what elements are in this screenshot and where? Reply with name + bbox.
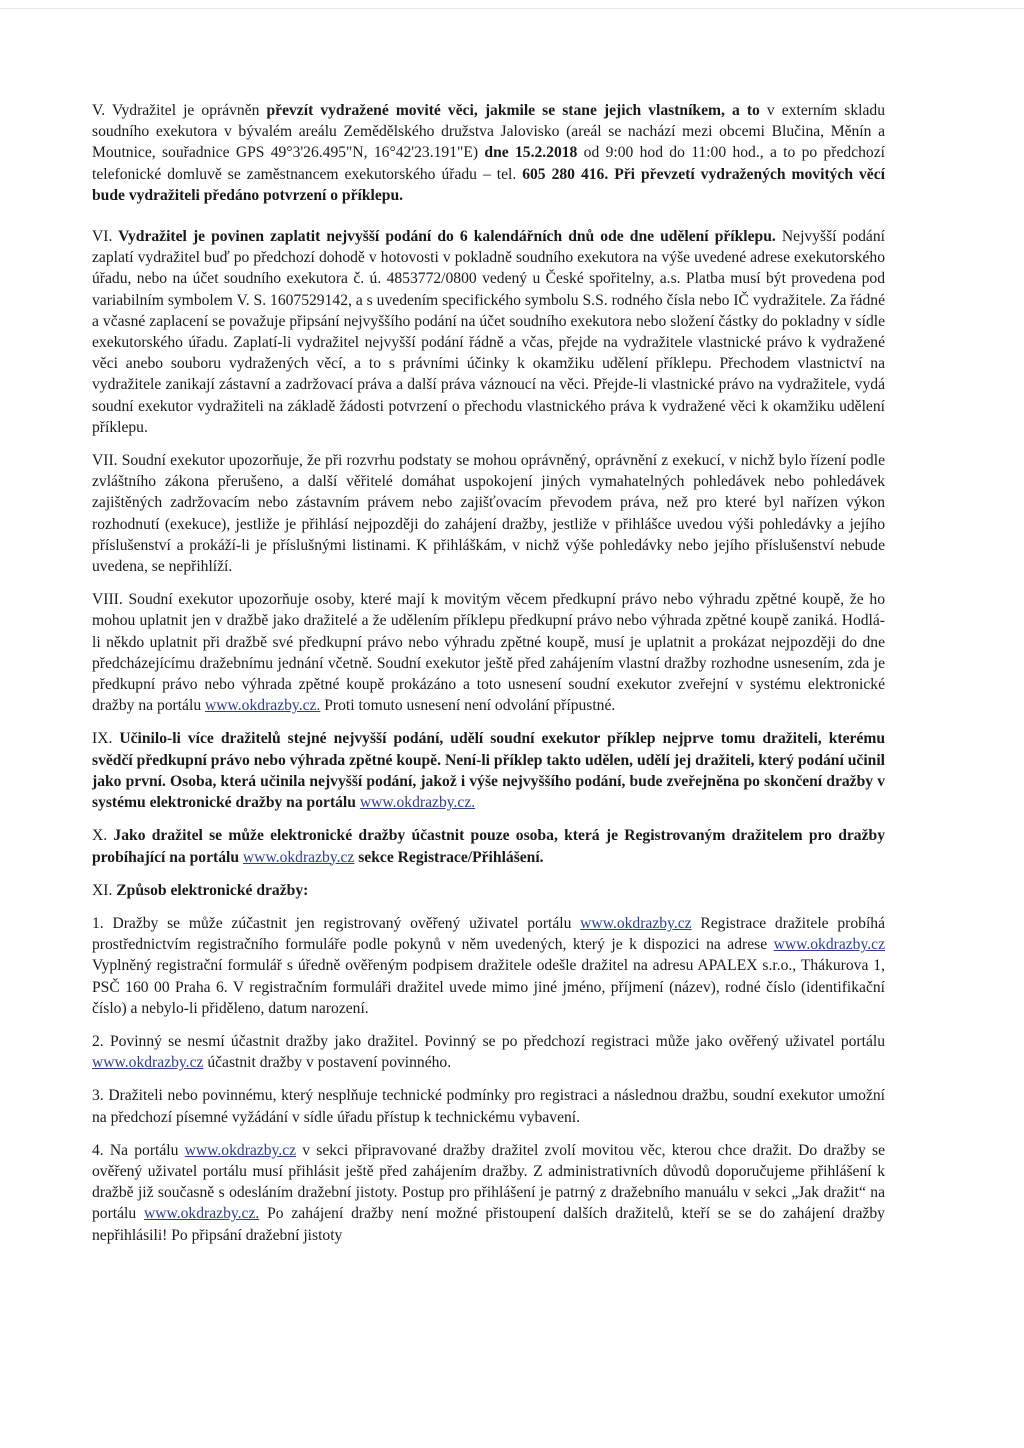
portal-link[interactable]: www.okdrazby.cz.: [359, 794, 476, 812]
bold-text: 605 280 416. Při převzetí vydražených movitých věcí bude vydražiteli předáno potvrzení o příklepu.: [92, 165, 885, 204]
bold-text: Vydražitel je povinen zaplatit nejvyšší podání do 6 kalendářních dnů ode dne udělení příklepu.: [112, 228, 776, 246]
text: 2. Povinný se nesmí účastnit dražby jako dražitel. Povinný se po předchozí registraci může jako ověřený uživatel portálu: [92, 1032, 885, 1050]
scan-edge-line: [0, 8, 1024, 9]
section-number: IX.: [92, 730, 113, 748]
text: Soudní exekutor upozorňuje, že při rozvrhu podstaty se mohou oprávněný, oprávnění z exekucí, v nichž bylo řízení podle zvláštního zákona přerušeno, a další věřitelé domáhat uspokojení jiných vymahatelných pohledávek nebo pohledávek zajištěných zadržovacím nebo zástavním právem nebo zajišťovacím převodem práva, než pro které byl nařízen výkon rozhodnutí (exekuce), jestliže je přihlásí nejpozději do zahájení dražby, jestliže v přihlášce uvedou výši pohledávky a jejího příslušenství a prokáží-li je příslušnými listinami. K přihláškám, v nichž výše pohledávky nebo jejího příslušenství nebude uvedena, se nepřihlíží.: [92, 452, 885, 576]
paragraph-1: [92, 913, 885, 1019]
section-viii: [92, 589, 885, 716]
paragraph-4: [92, 1140, 885, 1246]
section-v: [92, 100, 885, 206]
section-number: XI.: [92, 881, 113, 899]
bold-text: převzít vydražené movité věci, jakmile se stane jejich vlastníkem,: [266, 102, 725, 119]
text: Nejvyšší podání zaplatí vydražitel buď po předchozí dohodě v hotovosti v pokladně soudního exekutora na výše uvedené adrese exekutorského úřadu, nebo na účet soudního exekutora č. ú. 4853772/0800 vedený u České spořitelny, a.s. Platba musí být provedena pod variabilním symbolem V. S. 1607529142, a s uvedením specifického symbolu S.S. rodného čísla nebo IČ vydražitele. Za řádné a včasné zaplacení se považuje připsání nejvyššího podání na účet soudního exekutora nebo složení částky do pokladny v sídle exekutorského úřadu. Zaplatí-li vydražitel nejvyšší podání řádně a včas, přejde na vydražitele vlastnické právo k vydražené věci anebo souboru vydražených věcí, a to s právními účinky k okamžiku udělení příklepu. Přechodem vlastnictví na vydražitele zanikají zástavní a zadržovací práva a další práva váznoucí na věci. Přejde-li vlastnické právo na vydražitele, vydá soudní exekutor vydražiteli na základě žádosti potvrzení o přechodu vlastnického práva k vydražené věci k okamžiku udělení příklepu.: [92, 228, 885, 436]
section-number: VII.: [92, 452, 118, 470]
text: 3. Dražiteli nebo povinnému, který nesplňuje technické podmínky pro registraci a následnou dražbu, soudní exekutor umožní na předchozí písemné vyžádání v sídle úřadu přístup k technickému vybavení.: [92, 1087, 885, 1126]
paragraph-3: [92, 1085, 885, 1127]
bold-text: a to: [732, 102, 760, 119]
portal-link[interactable]: www.okdrazby.cz: [580, 914, 692, 932]
text: Vydražitel je oprávněn: [105, 102, 267, 119]
text: v externím skladu soudního exekutora v bývalém areálu Zemědělského družstva Jalovisko (areál se nachází mezi obcemi Blučina, Měnín a Moutnice, souřadnice GPS 49°3'26.495"N, 16°42'23.191"E): [92, 102, 885, 162]
text: Registrace dražitele probíhá prostřednictvím registračního formuláře podle pokynů v něm uvedených, který je k dispozici na adrese: [92, 914, 886, 954]
bold-text: dne 15.2.2018: [484, 144, 578, 162]
text: Soudní exekutor upozorňuje osoby, které mají k movitým věcem předkupní právo nebo výhradu zpětné koupě, že ho mohou uplatnit jen v dražbě jako dražitelé a že udělením příklepu předkupní právo nebo výhrada zpětné koupě zaniká. Hodlá-li někdo uplatnit při dražbě své předkupní právo nebo výhradu zpětné koupě, musí je uplatnit a prokázat nejpozději do dne předcházejícímu dražebnímu jednání včetně. Soudní exekutor ještě před zahájením vlastní dražby rozhodne usnesením, zda je předkupní právo nebo výhrada zpětné koupě prokázáno a toto usnesení soudní exekutor zveřejní v systému elektronické dražby na portálu: [92, 591, 885, 715]
portal-link[interactable]: www.okdrazby.cz: [92, 1054, 204, 1072]
section-xi-heading: [92, 880, 885, 901]
bold-text: sekce Registrace/Přihlášení.: [354, 848, 544, 866]
portal-link[interactable]: www.okdrazby.cz: [773, 936, 885, 954]
section-vi: [92, 226, 885, 438]
paragraph-2: [92, 1031, 885, 1073]
section-number: X.: [92, 827, 108, 845]
text: 1. Dražby se může zúčastnit jen registrovaný ověřený uživatel portálu: [92, 914, 581, 932]
bold-text: Učinilo-li více dražitelů stejné nejvyšší podání, udělí soudní exekutor příklep nejprve tomu dražiteli, kterému svědčí předkupní právo nebo výhrada zpětné koupě. Není-li příklep takto udělen, udělí jej dražiteli, který podání učinil jako první. Osoba, která učinila nejvyšší podání, jakož i výše nejvyššího podání, bude zveřejněna po skončení dražby v systému elektronické dražby na portálu: [92, 730, 885, 812]
text: [725, 102, 732, 119]
text: účastnit dražby v postavení povinného.: [203, 1054, 452, 1072]
section-number: V.: [92, 102, 106, 119]
text: v sekci připravované dražby dražitel zvolí movitou věc, kterou chce dražit. Do dražby se ověřený uživatel portálu musí přihlásit ještě před zahájením dražby. Z administrativních důvodů doporučujeme přihlášení k dražbě již současně s odesláním dražební jistoty. Postup pro přihlášení je patrný z dražebního manuálu v sekci „Jak dražit“ na portálu: [92, 1141, 886, 1223]
text: 4. Na portálu: [92, 1141, 185, 1159]
bold-text: Způsob elektronické dražby:: [112, 881, 309, 899]
portal-link[interactable]: www.okdrazby.cz: [184, 1141, 297, 1159]
section-vii: [92, 450, 885, 577]
section-number: VIII.: [92, 591, 123, 609]
section-x: [92, 825, 885, 867]
text: Po zahájení dražby není možné přistoupení dalších dražitelů, kteří se se do zahájení dražby nepřihlásili! Po připsání dražební jistoty: [92, 1205, 885, 1244]
text: Proti tomuto usnesení není odvolání přípustné.: [320, 697, 616, 715]
text: Vyplněný registrační formulář s úředně ověřeným podpisem dražitele odešle dražitel na adresu APALEX s.r.o., Thákurova 1, PSČ 160 00 Praha 6. V registračním formuláři dražitel uvede mimo jiné jméno, příjmení (název), rodné číslo (identifikační číslo) a nebylo-li přiděleno, datum narození.: [92, 957, 885, 1017]
portal-link[interactable]: www.okdrazby.cz.: [205, 697, 321, 715]
bold-text: Jako dražitel se může elektronické dražby účastnit pouze osoba, která je Registrovaným dražitelem pro dražby probíhající na portálu: [92, 827, 885, 866]
section-number: VI.: [92, 228, 113, 246]
portal-link[interactable]: www.okdrazby.cz: [242, 848, 355, 866]
portal-link[interactable]: www.okdrazby.cz.: [143, 1205, 260, 1223]
text: od 9:00 hod do 11:00 hod., a to po předchozí telefonické domluvě se zaměstnancem exekutorského úřadu – tel.: [92, 144, 885, 183]
section-ix: [92, 728, 885, 813]
document-page: [92, 100, 885, 1246]
